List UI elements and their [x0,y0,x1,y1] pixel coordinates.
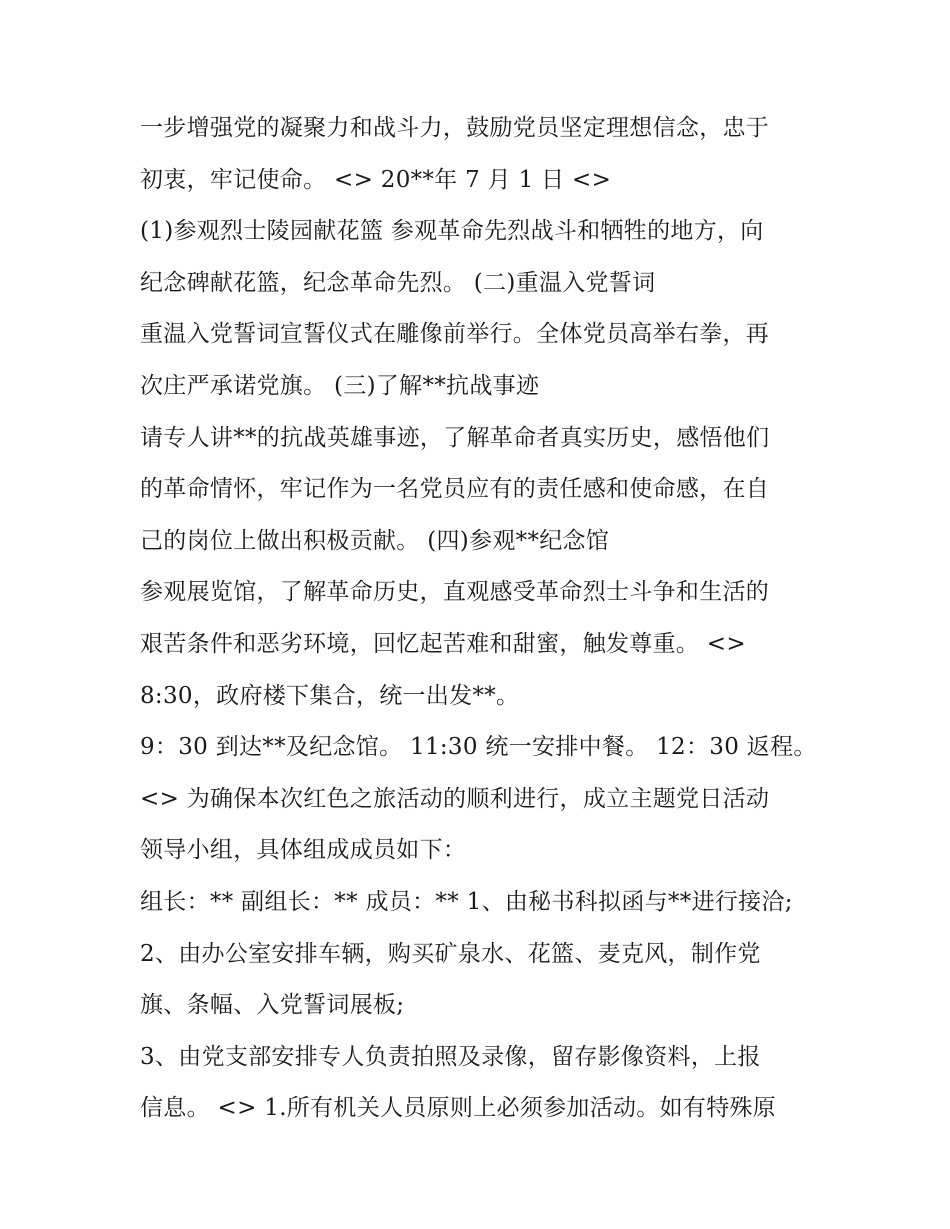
text-line: 次庄严承诺党旗。 (三)了解**抗战事迹 [140,372,540,399]
text-line: (1)参观烈士陵园献花篮 参观革命先烈战斗和牺牲的地方，向 [140,218,764,245]
text-line: 9：30 到达**及纪念馆。 11:30 统一安排中餐。 12：30 返程。 [140,734,817,761]
text-line: 己的岗位上做出积极贡献。 (四)参观**纪念馆 [140,527,610,554]
text-line: 领导小组，具体组成成员如下： [140,837,467,864]
text-line: 8:30，政府楼下集合，统一出发**。 [140,682,520,709]
text-line: 重温入党誓词宣誓仪式在雕像前举行。全体党员高举右拳，再 [140,321,770,348]
text-line: 组长：** 副组长：** 成员：** 1、由秘书科拟函与**进行接洽; [140,888,793,915]
text-line: 请专人讲**的抗战英雄事迹，了解革命者真实历史，感悟他们 [140,424,770,451]
text-line: 2、由办公室安排车辆，购买矿泉水、花篮、麦克风，制作党 [140,940,761,967]
text-line: 纪念碑献花篮，纪念革命先烈。 (二)重温入党誓词 [140,269,656,296]
document-body [140,103,820,1135]
text-line: 旗、条幅、入党誓词展板; [140,992,405,1019]
text-line: 一步增强党的凝聚力和战斗力，鼓励党员坚定理想信念，忠于 [140,115,770,141]
text-line: 参观展览馆，了解革命历史，直观感受革命烈士斗争和生活的 [140,579,770,606]
text-line: 初衷，牢记使命。 <> 20**年 7 月 1 日 <> [140,166,612,193]
text-line: 信息。 <> 1.所有机关人员原则上必须参加活动。如有特殊原 [140,1095,777,1122]
text-line: 艰苦条件和恶劣环境，回忆起苦难和甜蜜，触发尊重。 <> [140,630,746,657]
text-line: <> 为确保本次红色之旅活动的顺利进行，成立主题党日活动 [140,785,770,812]
text-line: 的革命情怀，牢记作为一名党员应有的责任感和使命感，在自 [140,476,770,503]
text-line: 3、由党支部安排专人负责拍照及录像，留存影像资料，上报 [140,1043,761,1070]
